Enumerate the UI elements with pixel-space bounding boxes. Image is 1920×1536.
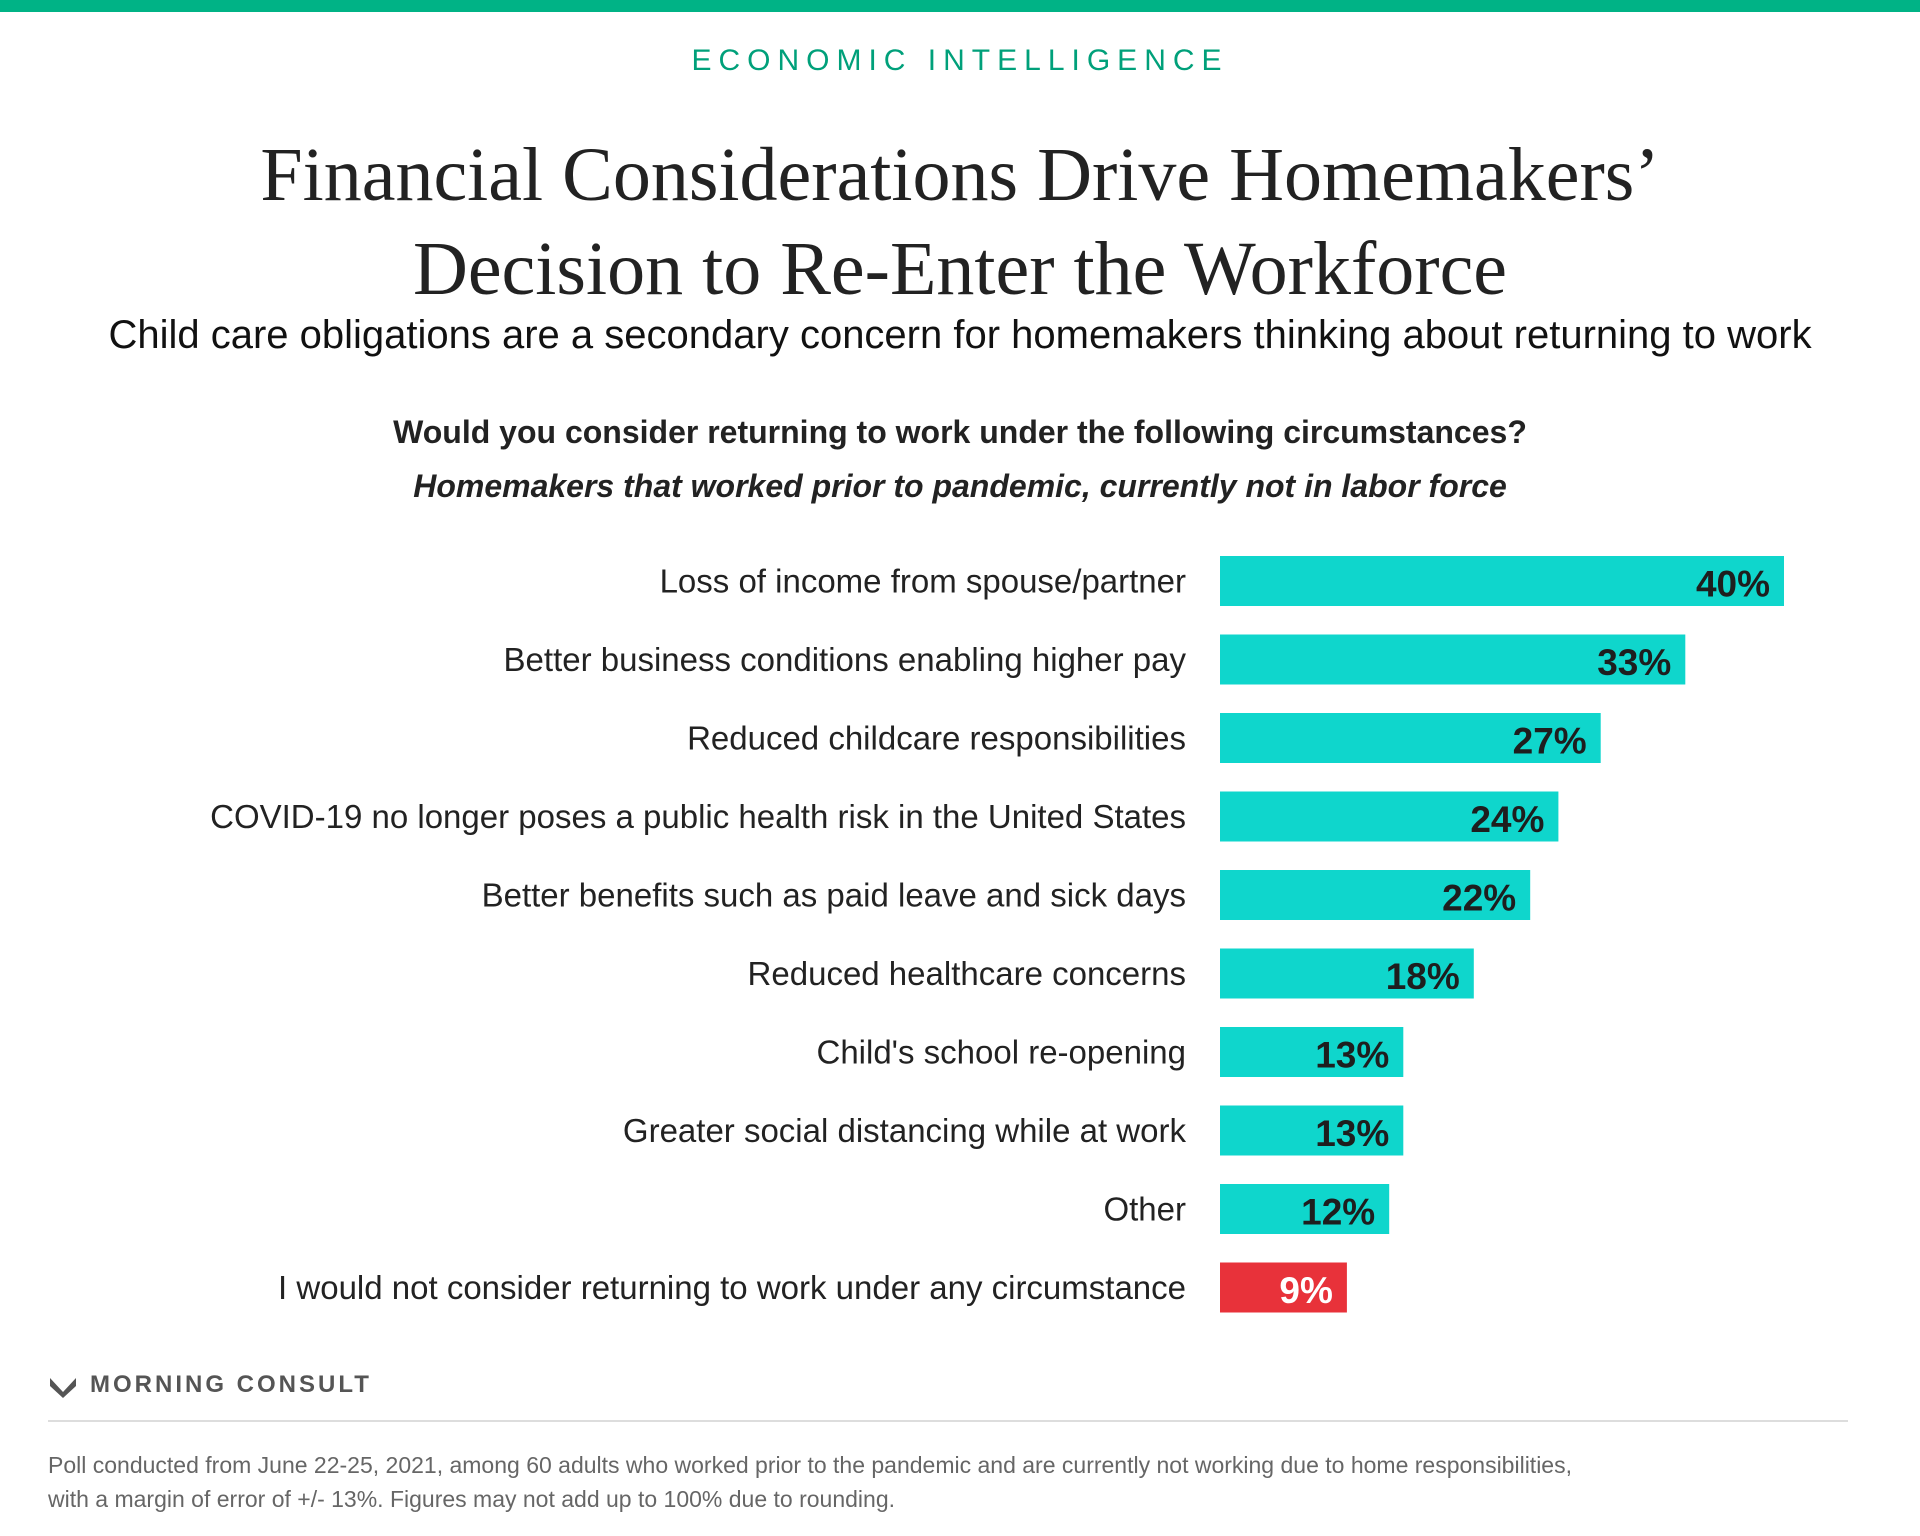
category-label: Child's school re-opening [816, 1033, 1186, 1071]
kicker: ECONOMIC INTELLIGENCE [691, 44, 1229, 77]
top-accent-rule [0, 0, 1920, 12]
chart-title-line-1: Financial Considerations Drive Homemakers’ [260, 133, 1660, 217]
survey-population: Homemakers that worked prior to pandemic, currently not in labor force [413, 468, 1507, 504]
category-label: I would not consider returning to work under any circumstance [278, 1269, 1186, 1306]
value-label: 13% [1315, 1034, 1390, 1076]
chart-subtitle: Child care obligations are a secondary concern for homemakers thinking about returning to work [108, 313, 1812, 357]
chart-title [0, 128, 1920, 316]
category-label: Better benefits such as paid leave and sick days [481, 876, 1186, 914]
category-label: Greater social distancing while at work [622, 1112, 1186, 1149]
survey-question: Would you consider returning to work under the following circumstances? [393, 414, 1527, 450]
bar-chart [0, 540, 1920, 1330]
value-label: 13% [1315, 1113, 1390, 1154]
value-label: 24% [1470, 799, 1545, 840]
footer-divider [48, 1420, 1848, 1422]
brand-name: MORNING CONSULT [90, 1371, 372, 1398]
category-label: Loss of income from spouse/partner [659, 562, 1186, 600]
category-label: Other [1103, 1190, 1186, 1228]
value-label: 22% [1442, 877, 1517, 919]
methodology-footnote [48, 1448, 1868, 1516]
value-label: 12% [1301, 1191, 1376, 1233]
value-label: 33% [1597, 642, 1672, 683]
value-label: 27% [1512, 720, 1587, 762]
category-label: Reduced childcare responsibilities [687, 719, 1186, 757]
chart-title-line-2: Decision to Re-Enter the Workforce [412, 227, 1508, 311]
value-label: 40% [1695, 563, 1770, 605]
category-label: Better business conditions enabling higher pay [503, 641, 1186, 678]
brand-logo [48, 1365, 372, 1405]
category-label: COVID-19 no longer poses a public health risk in the United States [210, 798, 1186, 835]
footnote-line-2: with a margin of error of +/- 13%. Figures may not add up to 100% due to rounding. [48, 1486, 896, 1512]
morning-consult-logo-icon [48, 1370, 78, 1400]
category-label: Reduced healthcare concerns [747, 955, 1186, 992]
footnote-line-1: Poll conducted from June 22-25, 2021, among 60 adults who worked prior to the pandemic and are currently not working due to home responsibilities, [48, 1452, 1572, 1478]
value-label: 9% [1279, 1270, 1333, 1311]
value-label: 18% [1385, 956, 1460, 997]
